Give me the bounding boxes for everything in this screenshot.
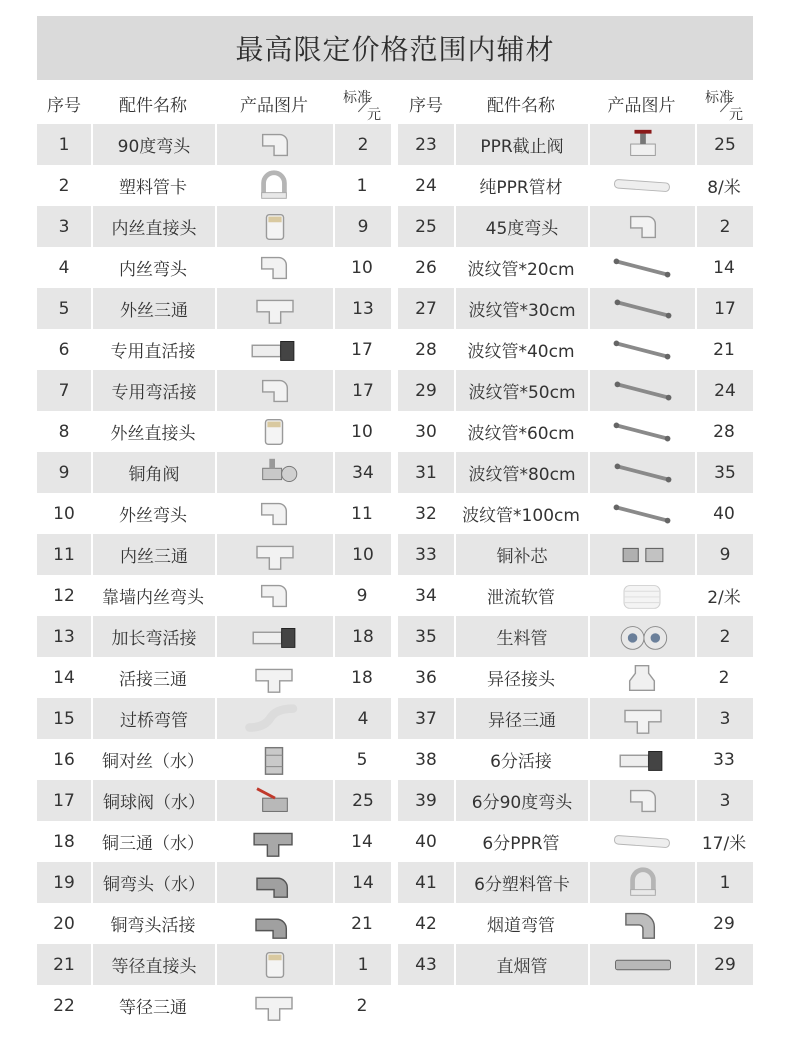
standard-price: 10 (351, 257, 373, 278)
standard-price: 2 (695, 206, 753, 247)
braided-hose-icon (610, 373, 676, 409)
part-name: 泄流软管 (487, 588, 555, 608)
standard-price: 1 (356, 175, 368, 196)
row-number: 43 (415, 954, 437, 975)
product-image (215, 903, 333, 944)
standard-price: 14 (333, 862, 391, 903)
product-image (215, 534, 333, 575)
part-name: 外丝三通 (91, 288, 215, 329)
table-row (398, 862, 753, 903)
product-image (215, 739, 333, 780)
straight-connector-icon (242, 947, 308, 983)
product-image (215, 862, 333, 903)
product-image (215, 247, 333, 288)
part-name: 加长弯活接 (91, 616, 215, 657)
part-name: 等径直接头 (91, 944, 215, 985)
product-image (588, 821, 695, 862)
part-name: 靠墙内丝弯头 (102, 588, 204, 608)
standard-price: 17 (351, 339, 373, 360)
standard-price: 3 (695, 780, 753, 821)
ptfe-tape-icon (610, 619, 676, 655)
product-image (588, 944, 695, 985)
standard-price: 9 (695, 534, 753, 575)
table-row (398, 780, 753, 821)
braided-hose-icon (609, 250, 675, 286)
stop-valve-icon (610, 127, 676, 163)
row-number: 15 (53, 708, 75, 729)
row-number: 11 (53, 544, 75, 565)
standard-price: 17 (333, 370, 391, 411)
table-row (37, 370, 391, 411)
standard-price: 9 (356, 585, 368, 606)
flue-elbow-icon (609, 906, 675, 942)
table-body (37, 124, 391, 1026)
table-row (398, 739, 753, 780)
row-number: 37 (415, 708, 437, 729)
standard-price: 17 (695, 288, 753, 329)
standard-price: 4 (333, 698, 391, 739)
elbow-fitting-icon (241, 578, 307, 614)
header-no: 序号 (409, 95, 443, 116)
part-name: 内丝三通 (91, 534, 215, 575)
angle-valve-icon (242, 455, 308, 491)
standard-price: 2/米 (707, 588, 741, 608)
row-number: 2 (58, 175, 70, 196)
product-image (215, 452, 333, 493)
product-image (215, 288, 333, 329)
part-name: 铜弯头活接 (110, 916, 196, 936)
part-name: 内丝直接头 (91, 206, 215, 247)
row-number: 17 (53, 790, 75, 811)
row-number: 10 (53, 503, 75, 524)
part-name: 6分活接 (490, 752, 552, 772)
row-number: 9 (58, 462, 70, 483)
part-name: 铜补芯 (454, 534, 588, 575)
product-image (588, 616, 695, 657)
product-image (588, 206, 695, 247)
product-image (215, 575, 333, 616)
row-number: 28 (415, 339, 437, 360)
row-number: 22 (53, 995, 75, 1016)
table-body (398, 124, 753, 985)
row-number: 40 (415, 831, 437, 852)
row-number: 35 (415, 626, 437, 647)
product-image (215, 411, 333, 452)
standard-price: 2 (356, 995, 368, 1016)
pipe-icon (609, 824, 675, 860)
standard-price: 35 (695, 452, 753, 493)
table-row (398, 616, 753, 657)
product-image (588, 329, 695, 370)
table-row (37, 288, 391, 329)
product-image (588, 862, 695, 903)
part-name: 铜三通（水） (102, 834, 204, 854)
part-name: 6分90度弯头 (454, 780, 588, 821)
pipe-clip-icon (610, 865, 676, 901)
table-row (398, 657, 753, 698)
bridge-bend-icon (242, 701, 308, 737)
header-std-top: 标准 (343, 90, 371, 106)
standard-price: 2 (333, 124, 391, 165)
straight-connector-icon (242, 209, 308, 245)
table-row (37, 493, 391, 534)
standard-price: 9 (333, 206, 391, 247)
header-std-bottom: 元 (367, 107, 381, 123)
part-name: 直烟管 (454, 944, 588, 985)
standard-price: 18 (333, 616, 391, 657)
row-number: 3 (58, 216, 70, 237)
row-number: 23 (415, 134, 437, 155)
row-number: 32 (415, 503, 437, 524)
table-row (37, 739, 391, 780)
table-row (398, 698, 753, 739)
union-connector-icon (609, 742, 675, 778)
standard-price: 25 (695, 124, 753, 165)
product-image (588, 534, 695, 575)
straight-connector-icon (241, 414, 307, 450)
elbow-fitting-icon (610, 209, 676, 245)
tee-fitting-icon (241, 988, 307, 1024)
part-name: 专用直活接 (110, 342, 196, 362)
reducer-icon (609, 660, 675, 696)
row-number: 34 (415, 585, 437, 606)
header-standard-price (333, 82, 391, 124)
row-number: 42 (415, 913, 437, 934)
table-row (37, 165, 391, 206)
header-name: 配件名称 (119, 95, 187, 116)
part-name: 异径三通 (454, 698, 588, 739)
product-image (588, 370, 695, 411)
table-row (398, 452, 753, 493)
table-row (37, 698, 391, 739)
product-image (588, 657, 695, 698)
standard-price: 5 (356, 749, 368, 770)
product-image (588, 411, 695, 452)
table-row (37, 903, 391, 944)
table-row (398, 247, 753, 288)
row-number: 30 (415, 421, 437, 442)
table-row (398, 370, 753, 411)
product-image (588, 698, 695, 739)
standard-price: 29 (713, 913, 735, 934)
row-number: 13 (53, 626, 75, 647)
part-name: 专用弯活接 (91, 370, 215, 411)
product-image (215, 370, 333, 411)
elbow-fitting-icon (242, 373, 308, 409)
product-image (588, 165, 695, 206)
product-image (215, 985, 333, 1026)
row-number: 19 (53, 872, 75, 893)
part-name: 波纹管*100cm (462, 506, 580, 526)
standard-price: 1 (333, 944, 391, 985)
table-row (398, 534, 753, 575)
row-number: 12 (53, 585, 75, 606)
part-name: 铜对丝（水） (102, 752, 204, 772)
part-name: 90度弯头 (91, 124, 215, 165)
product-image (588, 452, 695, 493)
row-number: 38 (415, 749, 437, 770)
table-row (398, 329, 753, 370)
table-row (37, 780, 391, 821)
standard-price: 18 (351, 667, 373, 688)
price-table-right (398, 82, 753, 985)
header-std-bottom: 元 (729, 107, 743, 123)
standard-price: 29 (695, 944, 753, 985)
table-row (37, 452, 391, 493)
braided-hose-icon (609, 496, 675, 532)
elbow-fitting-icon (241, 496, 307, 532)
standard-price: 28 (713, 421, 735, 442)
product-image (215, 698, 333, 739)
standard-price: 10 (333, 534, 391, 575)
brass-bushing-icon (610, 537, 676, 573)
product-image (215, 657, 333, 698)
standard-price: 21 (713, 339, 735, 360)
product-image (588, 124, 695, 165)
product-image (588, 288, 695, 329)
brass-elbow-icon (241, 906, 307, 942)
row-number: 1 (58, 134, 70, 155)
product-image (215, 124, 333, 165)
part-name: 塑料管卡 (119, 178, 187, 198)
standard-price: 17/米 (701, 834, 747, 854)
header-name: 配件名称 (487, 95, 555, 116)
standard-price: 14 (351, 831, 373, 852)
table-row (37, 124, 391, 165)
standard-price: 24 (695, 370, 753, 411)
row-number: 33 (415, 544, 437, 565)
product-image (215, 165, 333, 206)
table-row (37, 616, 391, 657)
brass-nipple-icon (241, 742, 307, 778)
product-image (588, 493, 695, 534)
tee-fitting-icon (242, 537, 308, 573)
product-image (215, 206, 333, 247)
table-row (398, 206, 753, 247)
product-image (588, 247, 695, 288)
part-name: 铜角阀 (91, 452, 215, 493)
elbow-fitting-icon (242, 127, 308, 163)
row-number: 24 (415, 175, 437, 196)
part-name: 波纹管*50cm (454, 370, 588, 411)
union-connector-icon (242, 619, 308, 655)
table-row (37, 657, 391, 698)
ball-valve-icon (242, 783, 308, 819)
row-number: 31 (415, 462, 437, 483)
tee-fitting-icon (610, 701, 676, 737)
part-name: 异径接头 (487, 670, 555, 690)
row-number: 4 (58, 257, 70, 278)
tee-fitting-icon (242, 291, 308, 327)
braided-hose-icon (609, 332, 675, 368)
standard-price: 3 (695, 698, 753, 739)
table-header (398, 82, 753, 124)
table-row (37, 862, 391, 903)
standard-price: 34 (333, 452, 391, 493)
brass-elbow-icon (242, 865, 308, 901)
part-name: 纯PPR管材 (479, 178, 563, 198)
table-row (398, 411, 753, 452)
part-name: 波纹管*60cm (467, 424, 575, 444)
product-image (215, 780, 333, 821)
product-image (215, 493, 333, 534)
table-row (37, 534, 391, 575)
row-number: 41 (415, 872, 437, 893)
table-row (37, 206, 391, 247)
table-row (398, 575, 753, 616)
row-number: 5 (58, 298, 70, 319)
row-number: 6 (58, 339, 70, 360)
product-image (215, 616, 333, 657)
table-row (398, 903, 753, 944)
flue-pipe-icon (610, 947, 676, 983)
standard-price: 13 (333, 288, 391, 329)
standard-price: 2 (695, 616, 753, 657)
title-banner (37, 16, 753, 80)
part-name: 活接三通 (119, 670, 187, 690)
table-row (37, 411, 391, 452)
standard-price: 14 (713, 257, 735, 278)
header-std-top: 标准 (705, 90, 733, 106)
header-image: 产品图片 (240, 95, 308, 116)
union-connector-icon (241, 332, 307, 368)
product-image (588, 739, 695, 780)
part-name: PPR截止阀 (454, 124, 588, 165)
page-title: 最高限定价格范围内辅材 (235, 33, 555, 66)
drain-hose-icon (609, 578, 675, 614)
standard-price: 8/米 (707, 178, 741, 198)
part-name: 6分塑料管卡 (454, 862, 588, 903)
braided-hose-icon (609, 414, 675, 450)
row-number: 16 (53, 749, 75, 770)
standard-price: 40 (713, 503, 735, 524)
row-number: 25 (415, 216, 437, 237)
standard-price: 1 (695, 862, 753, 903)
row-number: 20 (53, 913, 75, 934)
part-name: 内丝弯头 (119, 260, 187, 280)
elbow-fitting-icon (241, 250, 307, 286)
header-image: 产品图片 (607, 95, 676, 116)
table-row (398, 288, 753, 329)
part-name: 等径三通 (119, 998, 187, 1018)
pipe-clip-icon (241, 168, 307, 204)
part-name: 烟道弯管 (487, 916, 555, 936)
table-row (37, 944, 391, 985)
table-row (37, 985, 391, 1026)
table-row (398, 165, 753, 206)
header-standard-price (695, 82, 753, 124)
part-name: 波纹管*30cm (454, 288, 588, 329)
pipe-icon (609, 168, 675, 204)
standard-price: 10 (351, 421, 373, 442)
product-image (588, 780, 695, 821)
product-image (588, 575, 695, 616)
row-number: 21 (53, 954, 75, 975)
row-number: 7 (58, 380, 70, 401)
row-number: 27 (415, 298, 437, 319)
table-row (398, 493, 753, 534)
brass-tee-icon (241, 824, 307, 860)
tee-fitting-icon (241, 660, 307, 696)
part-name: 外丝直接头 (110, 424, 196, 444)
row-number: 29 (415, 380, 437, 401)
standard-price: 2 (718, 667, 730, 688)
price-table-left (37, 82, 391, 1026)
row-number: 26 (415, 257, 437, 278)
row-number: 14 (53, 667, 75, 688)
part-name: 波纹管*20cm (467, 260, 575, 280)
table-row (37, 821, 391, 862)
part-name: 铜弯头（水） (91, 862, 215, 903)
standard-price: 33 (713, 749, 735, 770)
product-image (215, 329, 333, 370)
row-number: 36 (415, 667, 437, 688)
part-name: 波纹管*80cm (454, 452, 588, 493)
table-row (398, 124, 753, 165)
standard-price: 21 (351, 913, 373, 934)
table-row (398, 821, 753, 862)
row-number: 39 (415, 790, 437, 811)
row-number: 8 (58, 421, 70, 442)
part-name: 波纹管*40cm (467, 342, 575, 362)
table-header (37, 82, 391, 124)
part-name: 过桥弯管 (91, 698, 215, 739)
standard-price: 11 (351, 503, 373, 524)
row-number: 18 (53, 831, 75, 852)
part-name: 外丝弯头 (119, 506, 187, 526)
product-image (215, 821, 333, 862)
standard-price: 25 (333, 780, 391, 821)
braided-hose-icon (610, 291, 676, 327)
part-name: 铜球阀（水） (91, 780, 215, 821)
part-name: 生料管 (454, 616, 588, 657)
table-row (398, 944, 753, 985)
product-image (215, 944, 333, 985)
table-row (37, 575, 391, 616)
table-row (37, 247, 391, 288)
part-name: 6分PPR管 (482, 834, 560, 854)
part-name: 45度弯头 (454, 206, 588, 247)
header-no: 序号 (47, 95, 81, 116)
table-row (37, 329, 391, 370)
product-image (588, 903, 695, 944)
braided-hose-icon (610, 455, 676, 491)
elbow-fitting-icon (610, 783, 676, 819)
